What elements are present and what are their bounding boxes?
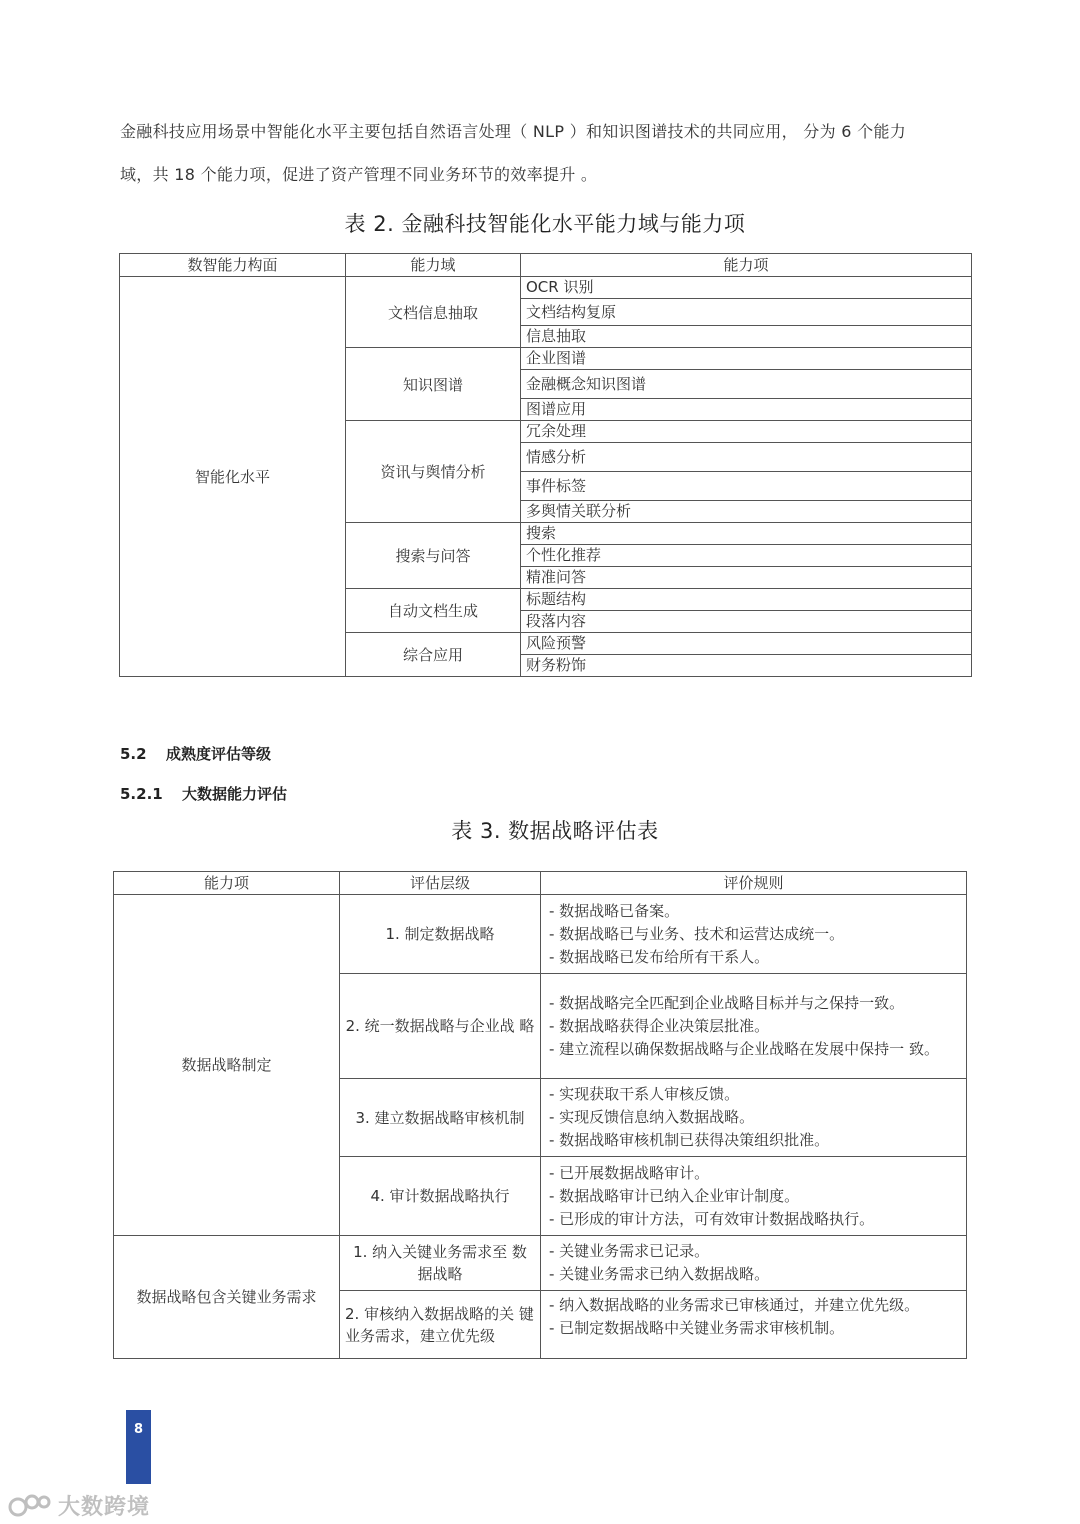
level-cell: 2. 统一数据战略与企业战 略 xyxy=(340,974,541,1079)
section-number: 5.2 xyxy=(120,745,147,763)
domain-cell: 知识图谱 xyxy=(346,348,521,421)
domain-cell: 资讯与舆情分析 xyxy=(346,421,521,523)
table-row xyxy=(114,895,967,974)
section-heading-5-2 xyxy=(120,743,271,764)
capability-cell: 数据战略包含关键业务需求 xyxy=(114,1236,340,1359)
level-cell: 3. 建立数据战略审核机制 xyxy=(340,1079,541,1157)
rule-line: - 关键业务需求已纳入数据战略。 xyxy=(549,1265,770,1283)
item-cell: 信息抽取 xyxy=(521,326,972,348)
capability-table xyxy=(119,253,972,677)
header-capability: 能力项 xyxy=(114,872,340,895)
item-cell: OCR 识别 xyxy=(521,277,972,299)
section-title: 大数据能力评估 xyxy=(182,785,288,803)
rule-line: - 关键业务需求已记录。 xyxy=(549,1242,710,1260)
rule-line: - 已开展数据战略审计。 xyxy=(549,1163,710,1182)
domain-cell: 自动文档生成 xyxy=(346,589,521,633)
rule-line: - 实现反馈信息纳入数据战略。 xyxy=(549,1108,755,1126)
domain-cell: 搜索与问答 xyxy=(346,523,521,589)
rule-line: - 数据战略已与业务、技术和运营达成统一。 xyxy=(549,924,845,943)
header-level: 评估层级 xyxy=(340,872,541,895)
intro-line-2: 域，共 18 个能力项，促进了资产管理不同业务环节的效率提升 。 xyxy=(120,165,598,184)
rule-line: - 已形成的审计方法，可有效审计数据战略执行。 xyxy=(549,1209,875,1228)
rule-line: - 建立流程以确保数据战略与企业战略在发展中保持一 致。 xyxy=(549,1039,939,1058)
rule-line: - 纳入数据战略的业务需求已审核通过，并建立优先级。 xyxy=(549,1296,920,1314)
domain-cell: 文档信息抽取 xyxy=(346,277,521,348)
item-cell: 情感分析 xyxy=(521,443,972,472)
brand-logo-icon xyxy=(8,1493,52,1519)
table2-caption: 表 2. 金融科技智能化水平能力域与能力项 xyxy=(344,212,746,236)
intro-line-1: 金融科技应用场景中智能化水平主要包括自然语言处理（ NLP ）和知识图谱技术的共同应用， 分为 6 个能力 xyxy=(120,122,907,141)
item-cell: 段落内容 xyxy=(521,611,972,633)
rules-cell xyxy=(541,1079,967,1157)
header-rules: 评价规则 xyxy=(541,872,967,895)
item-cell: 事件标签 xyxy=(521,472,972,501)
item-cell: 搜索 xyxy=(521,523,972,545)
section-number: 5.2.1 xyxy=(120,785,163,803)
item-cell: 标题结构 xyxy=(521,589,972,611)
watermark xyxy=(8,1490,150,1521)
level-cell: 1. 制定数据战略 xyxy=(340,895,541,974)
rules-cell xyxy=(541,1157,967,1236)
facet-cell: 智能化水平 xyxy=(120,277,346,677)
item-cell: 文档结构复原 xyxy=(521,299,972,326)
rule-line: - 数据战略审核机制已获得决策组织批准。 xyxy=(549,1131,830,1149)
table-row xyxy=(114,1236,967,1291)
strategy-evaluation-table xyxy=(113,871,967,1359)
rule-line: - 数据战略已备案。 xyxy=(549,901,680,920)
rules-cell xyxy=(541,895,967,974)
item-cell: 多舆情关联分析 xyxy=(521,501,972,523)
rule-line: - 数据战略审计已纳入企业审计制度。 xyxy=(549,1186,800,1205)
table-header-row xyxy=(114,872,967,895)
item-cell: 冗余处理 xyxy=(521,421,972,443)
page-number: 8 xyxy=(126,1410,151,1484)
rule-line: - 实现获取干系人审核反馈。 xyxy=(549,1085,740,1103)
rule-line: - 数据战略完全匹配到企业战略目标并与之保持一致。 xyxy=(549,993,905,1012)
watermark-text: 大数跨境 xyxy=(58,1495,151,1520)
table-header-row xyxy=(120,254,972,277)
item-cell: 图谱应用 xyxy=(521,399,972,421)
item-cell: 个性化推荐 xyxy=(521,545,972,567)
header-domain: 能力域 xyxy=(346,254,521,277)
rule-line: - 数据战略已发布给所有干系人。 xyxy=(549,947,770,966)
table3-caption: 表 3. 数据战略评估表 xyxy=(451,819,659,843)
table-row xyxy=(120,277,972,299)
item-cell: 金融概念知识图谱 xyxy=(521,370,972,399)
capability-cell: 数据战略制定 xyxy=(114,895,340,1236)
rules-cell xyxy=(541,1236,967,1291)
level-cell: 4. 审计数据战略执行 xyxy=(340,1157,541,1236)
rule-line: - 已制定数据战略中关键业务需求审核机制。 xyxy=(549,1319,845,1337)
intro-paragraph xyxy=(120,110,970,196)
item-cell: 企业图谱 xyxy=(521,348,972,370)
rule-line: - 数据战略获得企业决策层批准。 xyxy=(549,1016,770,1035)
rules-cell xyxy=(541,1291,967,1359)
item-cell: 风险预警 xyxy=(521,633,972,655)
level-cell: 2. 审核纳入数据战略的关 键业务需求，建立优先级 xyxy=(340,1291,541,1359)
header-item: 能力项 xyxy=(521,254,972,277)
section-heading-5-2-1 xyxy=(120,783,287,804)
rules-cell xyxy=(541,974,967,1079)
level-cell: 1. 纳入关键业务需求至 数 据战略 xyxy=(340,1236,541,1291)
section-title: 成熟度评估等级 xyxy=(166,745,272,763)
item-cell: 财务粉饰 xyxy=(521,655,972,677)
header-facet: 数智能力构面 xyxy=(120,254,346,277)
item-cell: 精准问答 xyxy=(521,567,972,589)
domain-cell: 综合应用 xyxy=(346,633,521,677)
